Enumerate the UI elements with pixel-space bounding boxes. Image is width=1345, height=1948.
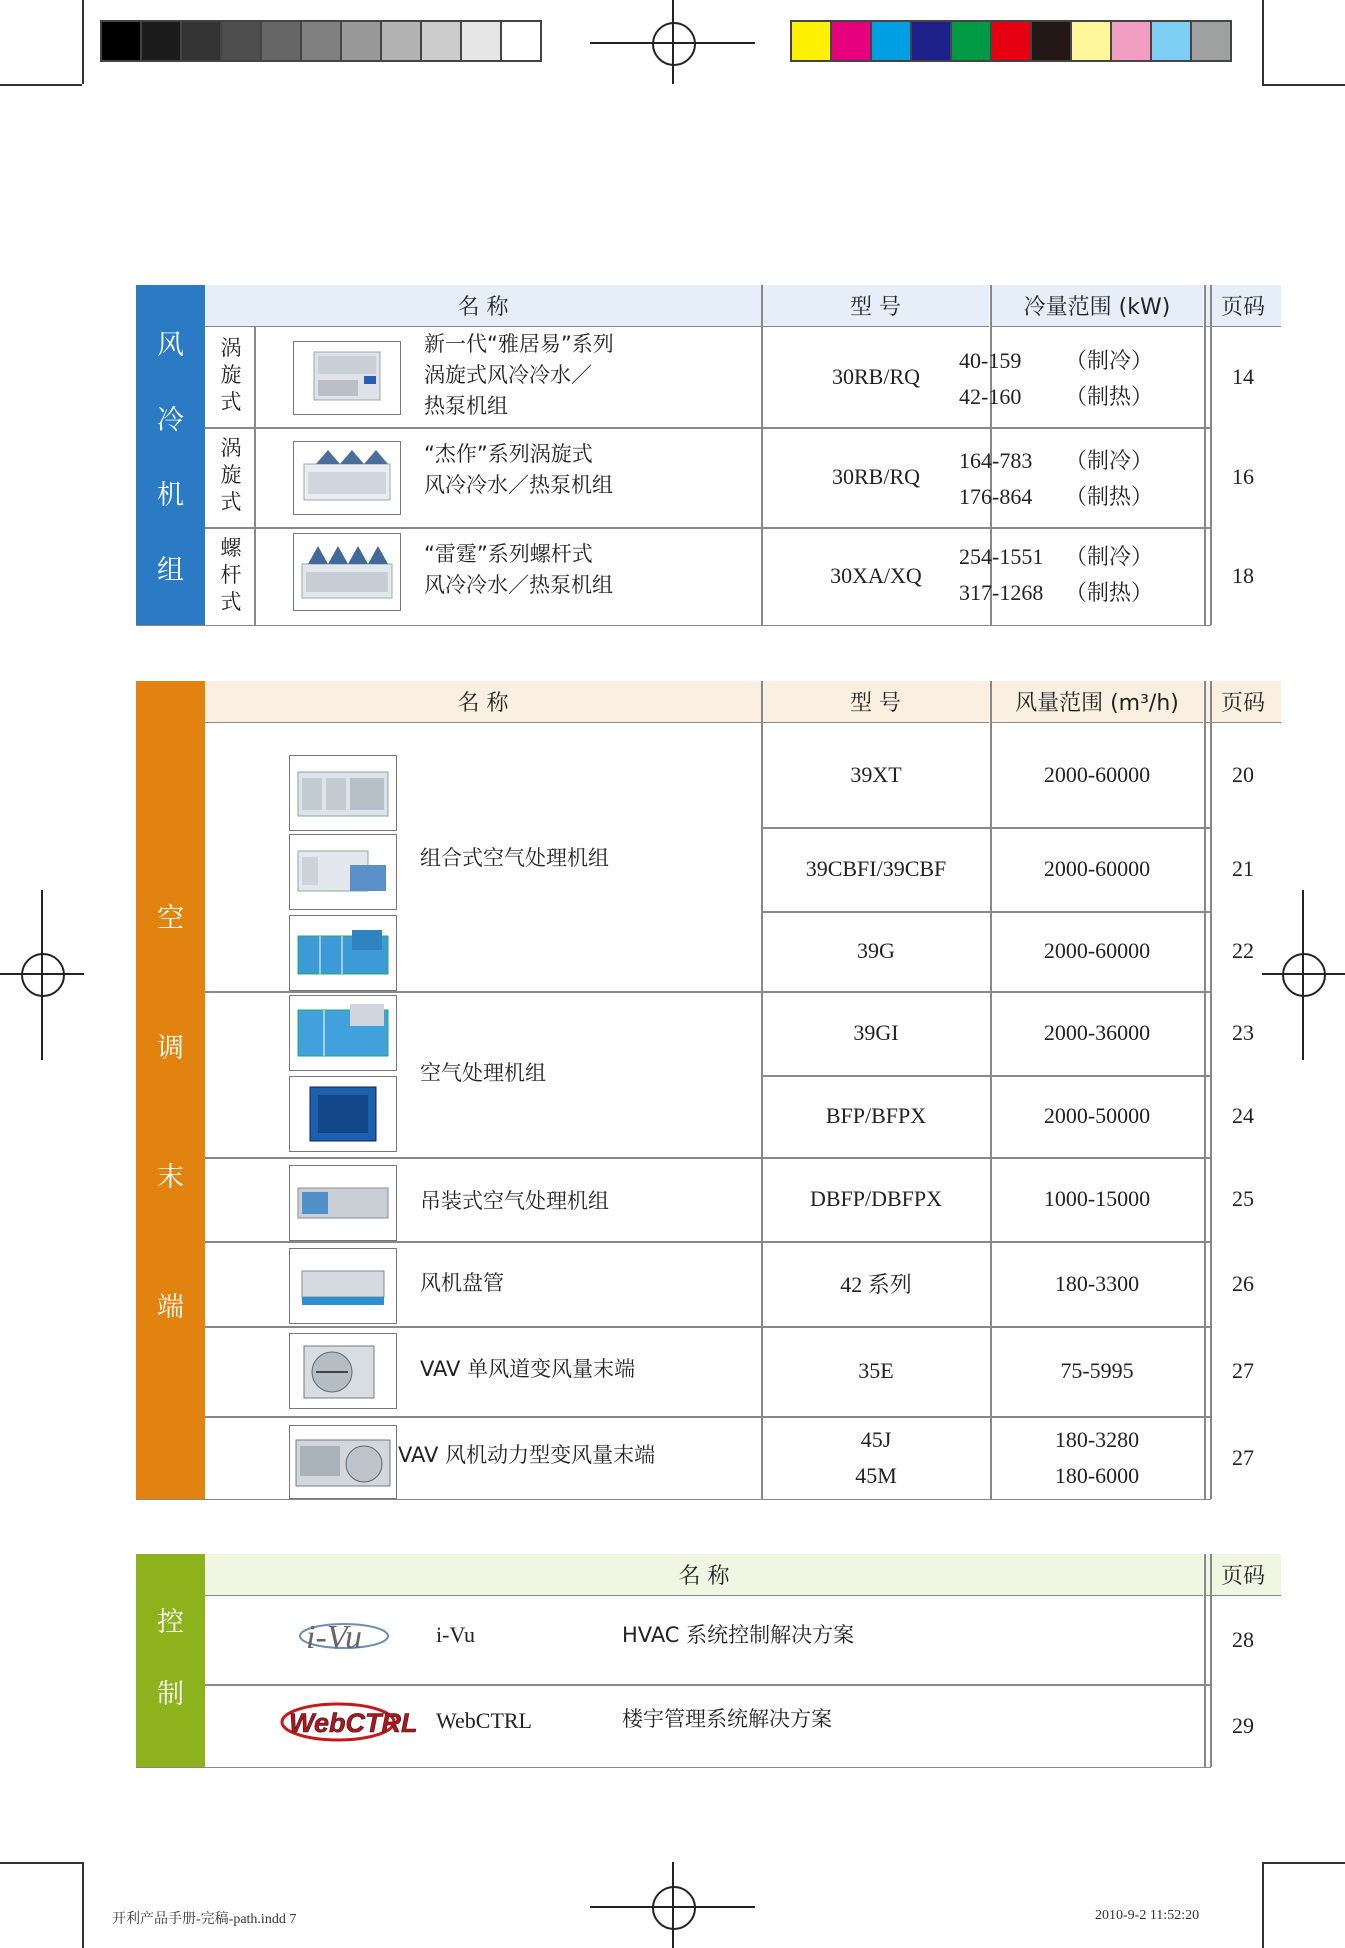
air-cooled-units-table xyxy=(136,285,1265,626)
capacity-range-cell: 164-783 （制冷） 176-864 （制热） xyxy=(959,448,1153,509)
header-airflow-range: 风量范围 (m³/h) xyxy=(991,681,1203,723)
gray-swatch xyxy=(462,22,502,60)
controls-table xyxy=(136,1554,1265,1768)
page-number: 25 xyxy=(1232,1186,1254,1211)
product-name: VAV 单风道变风量末端 xyxy=(420,1357,636,1381)
product-name: “雷霆”系列螺杆式 风冷冷水／热泵机组 xyxy=(424,542,613,597)
model-cell: 42 系列 xyxy=(840,1272,912,1297)
footer-timestamp: 2010-9-2 11:52:20 xyxy=(1095,1908,1200,1923)
color-swatch xyxy=(872,22,912,60)
product-name: 组合式空气处理机组 xyxy=(420,846,609,870)
product-description: 楼宇管理系统解决方案 xyxy=(622,1707,832,1731)
page-number: 22 xyxy=(1232,938,1254,963)
header-page: 页码 xyxy=(1205,681,1281,723)
page-number: 26 xyxy=(1232,1270,1254,1296)
product-image-45j xyxy=(289,1425,397,1499)
product-image-35e xyxy=(289,1333,397,1409)
product-name: 空气处理机组 xyxy=(420,1061,546,1085)
color-swatch xyxy=(912,22,952,60)
model-cell: 39G xyxy=(857,938,895,963)
airflow-range-cell: 180-3280 180-6000 xyxy=(1054,1426,1140,1488)
color-swatch xyxy=(1152,22,1192,60)
product-image-39xt xyxy=(289,755,397,831)
page-number: 18 xyxy=(1232,563,1254,588)
ivu-logo xyxy=(286,1614,396,1662)
product-image-39gi xyxy=(289,995,397,1071)
color-swatch xyxy=(1192,22,1230,60)
page-number: 21 xyxy=(1232,856,1254,881)
product-image-dbfp xyxy=(289,1165,397,1241)
gray-swatch xyxy=(222,22,262,60)
svg-text:i-Vu: i-Vu xyxy=(306,1619,363,1656)
color-swatch xyxy=(952,22,992,60)
grayscale-color-bar xyxy=(100,20,542,62)
svg-text:WebCTRL: WebCTRL xyxy=(289,1708,418,1738)
page-number: 23 xyxy=(1232,1020,1254,1045)
gray-swatch xyxy=(302,22,342,60)
airflow-range-cell: 2000-60000 xyxy=(1043,761,1151,787)
gray-swatch xyxy=(422,22,462,60)
header-page: 页码 xyxy=(1205,1554,1281,1596)
product-image-30rb xyxy=(293,341,401,415)
product-image-bfp xyxy=(289,1076,397,1152)
product-image-30xa xyxy=(293,533,401,611)
header-model: 型 号 xyxy=(762,681,989,723)
header-capacity-range: 冷量范围 (kW) xyxy=(991,285,1203,327)
header-name: 名 称 xyxy=(205,681,761,723)
product-image-fan-coil xyxy=(289,1248,397,1324)
capacity-range-cell: 40-159 （制冷） 42-160 （制热） xyxy=(959,348,1153,409)
model-cell: 39XT xyxy=(850,761,902,787)
model-cell: 39GI xyxy=(853,1020,899,1045)
product-name: VAV 风机动力型变风量末端 xyxy=(398,1443,656,1467)
header-name: 名 称 xyxy=(205,285,761,327)
header-name: 名 称 xyxy=(205,1554,1203,1596)
gray-swatch xyxy=(502,22,540,60)
category-label-controls: 控 制 xyxy=(136,1554,205,1767)
product-name: WebCTRL xyxy=(436,1708,532,1733)
product-name: 吊装式空气处理机组 xyxy=(420,1189,609,1213)
airflow-range-cell: 180-3300 xyxy=(1054,1270,1140,1296)
color-swatch xyxy=(992,22,1032,60)
airflow-range-cell: 2000-36000 xyxy=(1043,1020,1151,1045)
sub-type-scroll: 涡旋式 xyxy=(220,436,242,514)
page-number: 27 xyxy=(1232,1358,1254,1383)
gray-swatch xyxy=(142,22,182,60)
gray-swatch xyxy=(342,22,382,60)
airflow-range-cell: 1000-15000 xyxy=(1043,1186,1151,1211)
page-number: 27 xyxy=(1232,1444,1254,1470)
product-image-39cbf xyxy=(289,834,397,910)
page-number: 28 xyxy=(1232,1626,1254,1652)
model-cell: 35E xyxy=(858,1358,894,1383)
gray-swatch xyxy=(382,22,422,60)
model-cell: 39CBFI/39CBF xyxy=(805,856,947,881)
color-swatch xyxy=(1072,22,1112,60)
page-number: 16 xyxy=(1232,464,1254,489)
color-swatch xyxy=(832,22,872,60)
sub-type-scroll: 涡旋式 xyxy=(220,336,242,414)
product-name: i-Vu xyxy=(436,1622,476,1647)
page-number: 24 xyxy=(1232,1103,1254,1128)
color-swatch xyxy=(792,22,832,60)
product-image-30rb-masterpiece xyxy=(293,441,401,515)
category-label-air-terminal: 空 调 末 端 xyxy=(136,681,205,1499)
product-name: 风机盘管 xyxy=(420,1271,504,1295)
airflow-range-cell: 2000-60000 xyxy=(1043,856,1151,881)
gray-swatch xyxy=(182,22,222,60)
capacity-range-cell: 254-1551 （制冷） 317-1268 （制热） xyxy=(959,544,1153,605)
footer-file-name: 开利产品手册-完稿-path.indd 7 xyxy=(112,1912,297,1927)
airflow-range-cell: 75-5995 xyxy=(1060,1358,1134,1383)
color-swatch xyxy=(1032,22,1072,60)
model-cell: 30RB/RQ xyxy=(831,363,921,389)
model-cell: DBFP/DBFPX xyxy=(809,1186,943,1211)
airflow-range-cell: 2000-50000 xyxy=(1043,1103,1151,1128)
page-number: 20 xyxy=(1232,761,1254,787)
header-model: 型 号 xyxy=(762,285,989,327)
product-description: HVAC 系统控制解决方案 xyxy=(622,1623,855,1647)
air-terminal-units-table xyxy=(136,681,1265,1500)
color-swatch xyxy=(1112,22,1152,60)
product-name: “杰作”系列涡旋式 风冷冷水／热泵机组 xyxy=(424,442,613,497)
model-cell: 30RB/RQ xyxy=(831,464,921,489)
webctrl-logo xyxy=(279,1700,418,1744)
page-number: 14 xyxy=(1232,363,1254,389)
page-number: 29 xyxy=(1232,1712,1254,1738)
model-cell: 30XA/XQ xyxy=(830,563,922,588)
gray-swatch xyxy=(262,22,302,60)
airflow-range-cell: 2000-60000 xyxy=(1043,938,1151,963)
product-name: 新一代“雅居易”系列 涡旋式风冷冷水／ 热泵机组 xyxy=(424,332,614,418)
product-image-39g xyxy=(289,915,397,991)
model-cell: 45J 45M xyxy=(855,1426,897,1488)
header-page: 页码 xyxy=(1205,285,1281,327)
process-color-bar xyxy=(790,20,1232,62)
sub-type-screw: 螺杆式 xyxy=(220,536,242,614)
model-cell: BFP/BFPX xyxy=(825,1103,927,1128)
gray-swatch xyxy=(102,22,142,60)
category-label-air-cooled: 风 冷 机 组 xyxy=(136,285,205,625)
